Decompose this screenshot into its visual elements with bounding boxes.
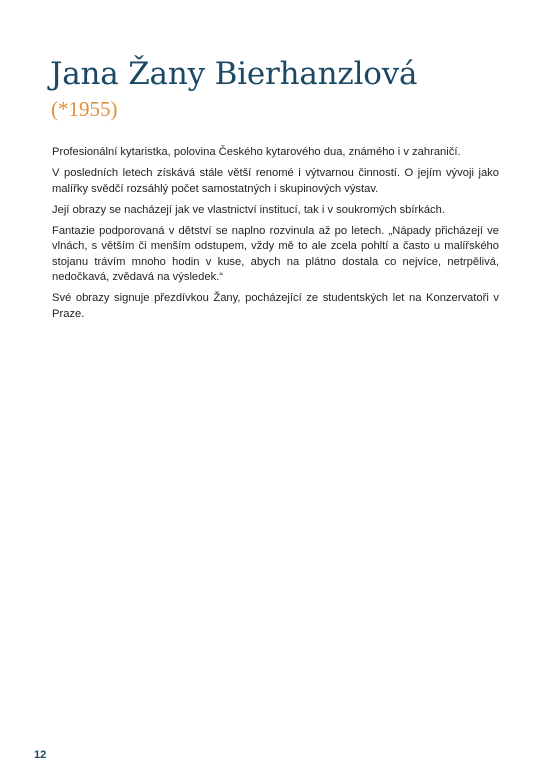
paragraph: Své obrazy signuje přezdívkou Žany, pocházející ze studentských let na Konzervatoři v Praze.: [52, 292, 499, 320]
biography-text: [52, 145, 499, 328]
paragraph: Profesionální kytaristka, polovina Českého kytarového dua, známého i v zahraničí.: [52, 146, 461, 158]
paragraph: Její obrazy se nacházejí jak ve vlastnictví institucí, tak i v soukromých sbírkách.: [52, 203, 445, 216]
paragraph: V posledních letech získává stále větší renomé i výtvarnou činností. O jejím vývoji jako malířky svědčí rozsáhlý počet samostatných i skupinových výstav.: [52, 167, 499, 195]
page-title: Jana Žany Bierhanzlová: [50, 56, 418, 92]
paragraph: Fantazie podporovaná v dětství se naplno rozvinula až po letech. „Nápady přicházejí ve vlnách, s větším či menším odstupem, vždy mě to ale zcela pohltí a často u malířského stojanu trávím mnoho hodin v kuse, abych na plátno dostala co nejvíce, netrpělivá, nedočkavá, zvědavá na výsledek.“: [52, 225, 499, 284]
birth-year: (*1955): [51, 97, 118, 121]
page-number: 12: [34, 749, 47, 761]
